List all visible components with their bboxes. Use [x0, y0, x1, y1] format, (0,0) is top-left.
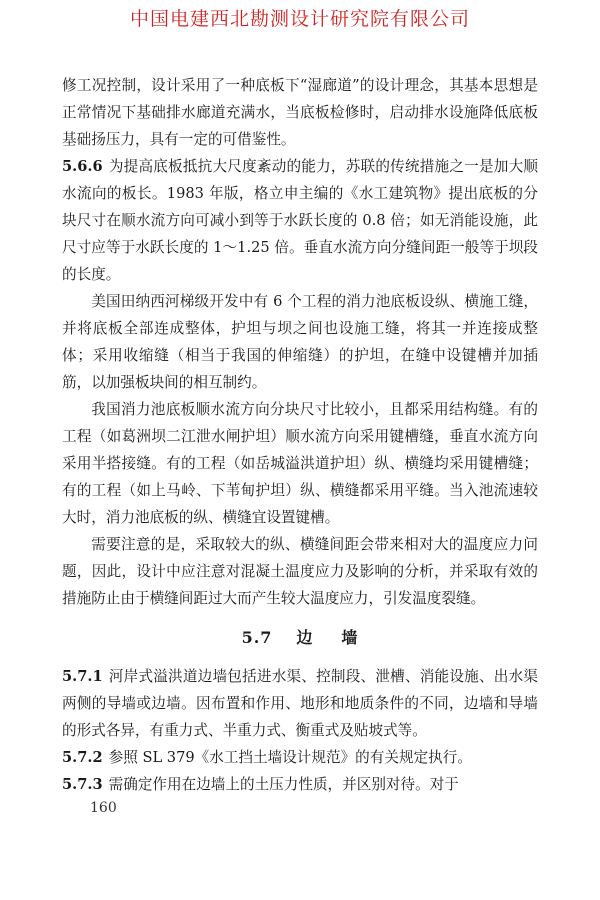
clause-5-6-6 [62, 153, 538, 288]
clause-5-7-1 [62, 663, 538, 744]
page-header: 中国电建西北勘测设计研究院有限公司 [129, 8, 470, 30]
paragraph-us-tennessee: 美国田纳西河梯级开发中有 6 个工程的消力池底板设纵、横施工缝，并将底板全部连成整体，护坦与坝之间也设施工缝，将其一并连接成整体；采用收缩缝（相当于我国的伸缩缝）的护坦，在缝中设键槽并加插筋，以加强板块间的相互制约。 [62, 293, 538, 391]
section-title-part1: 边 [296, 628, 314, 647]
clause-text: 为提高底板抵抗大尺度紊动的能力，苏联的传统措施之一是加大顺水流向的板长。1983 年版，格立申主编的《水工建筑物》提出底板的分块尺寸在顺水流方向可减小到等于水跃长度的 0.8 倍；如无消能设施，此尺寸应等于水跃长度的 1～1.25 倍。垂直水流方向分缝间距一般等于坝段的长度。 [62, 158, 538, 283]
paragraph-continuation: 修工况控制，设计采用了一种底板下“湿廊道”的设计理念，其基本思想是正常情况下基础排水廊道充满水，当底板检修时，启动排水设施降低底板基础扬压力，具有一定的可借鉴性。 [62, 77, 538, 148]
section-number: 5.7 [241, 628, 273, 647]
section-title-part2: 墙 [341, 628, 359, 647]
document-body [62, 72, 538, 798]
clause-number: 5.7.2 [62, 749, 103, 766]
clause-number: 5.7.3 [62, 776, 103, 793]
clause-number: 5.7.1 [62, 668, 103, 685]
clause-5-7-3 [62, 771, 538, 798]
paragraph-temperature-stress: 需要注意的是，采取较大的纵、横缝间距会带来相对大的温度应力问题，因此，设计中应注意对混凝土温度应力及影响的分析，并采取有效的措施防止由于横缝间距过大而产生较大温度应力，引发温度裂缝。 [62, 536, 538, 607]
clause-5-7-2 [62, 744, 538, 771]
clause-number: 5.6.6 [62, 158, 103, 175]
clause-text: 河岸式溢洪道边墙包括进水渠、控制段、泄槽、消能设施、出水渠两侧的导墙或边墙。因布置和作用、地形和地质条件的不同，边墙和导墙的形式各异，有重力式、半重力式、衡重式及贴坡式等。 [62, 668, 538, 739]
page-number: 160 [90, 800, 117, 816]
paragraph-china-practice: 我国消力池底板顺水流方向分块尺寸比较小，且都采用结构缝。有的工程（如葛洲坝二江泄水闸护坦）顺水流方向采用键槽缝，垂直水流方向采用半搭接缝。有的工程（如岳城溢洪道护坦）纵、横缝均采用键槽缝；有的工程（如上马岭、下苇甸护坦）纵、横缝都采用平缝。当入池流速较大时，消力池底板的纵、横缝宜设置键槽。 [62, 401, 538, 526]
clause-text: 参照 SL 379《水工挡土墙设计规范》的有关规定执行。 [108, 749, 472, 766]
section-heading [62, 624, 538, 651]
clause-text: 需确定作用在边墙上的土压力性质，并区别对待。对于 [108, 776, 459, 793]
